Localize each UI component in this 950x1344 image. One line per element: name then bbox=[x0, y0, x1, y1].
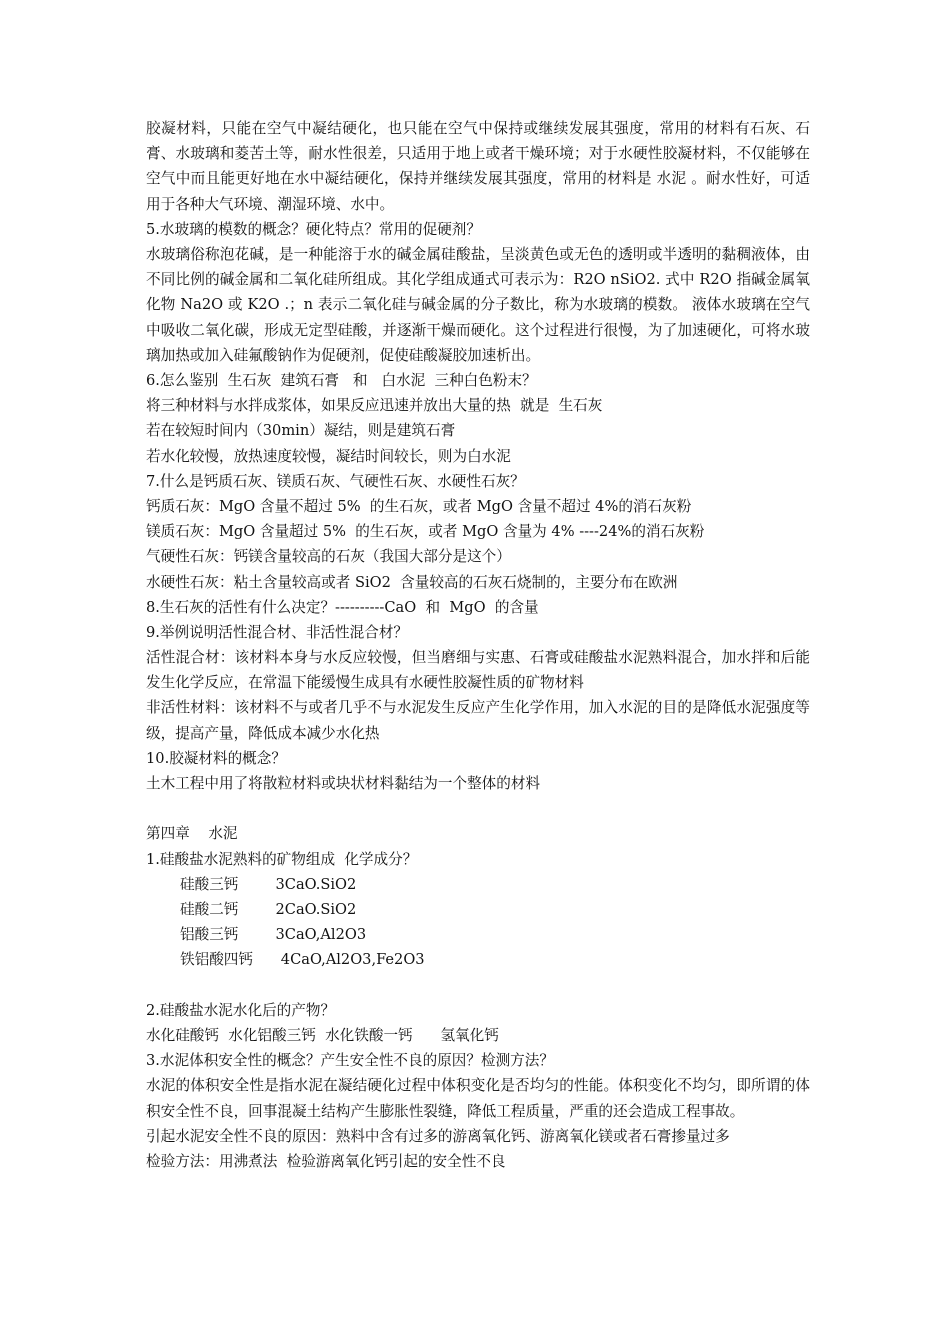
question-heading: 5.水玻璃的模数的概念？硬化特点？常用的促硬剂？ bbox=[146, 220, 481, 238]
text-paragraph: 非活性材料：该材料不与或者几乎不与水泥发生反应产生化学作用，加入水泥的目的是降低水泥强度等级，提高产量，降低成本减少水化热 bbox=[146, 699, 810, 742]
question-heading: 9.举例说明活性混合材、非活性混合材？ bbox=[146, 623, 409, 641]
text-line: 气硬性石灰：钙镁含量较高的石灰（我国大部分是这个） bbox=[146, 548, 511, 566]
text-line: 检验方法：用沸煮法 检验游离氧化钙引起的安全性不良 bbox=[146, 1152, 506, 1170]
text-line: 若在较短时间内（30min）凝结，则是建筑石膏 bbox=[146, 422, 456, 440]
blank-line bbox=[146, 973, 810, 998]
mineral-row: 铁铝酸四钙 4CaO,Al2O3,Fe2O3 bbox=[180, 951, 425, 969]
text-line: 水硬性石灰：粘土含量较高或者 SiO2 含量较高的石灰石烧制的，主要分布在欧洲 bbox=[146, 573, 678, 591]
document-page bbox=[146, 116, 810, 1174]
question-heading: 6.怎么鉴别 生石灰 建筑石膏 和 白水泥 三种白色粉末？ bbox=[146, 372, 537, 390]
question-heading: 7.什么是钙质石灰、镁质石灰、气硬性石灰、水硬性石灰？ bbox=[146, 472, 525, 490]
text-line: 土木工程中用了将散粒材料或块状材料黏结为一个整体的材料 bbox=[146, 775, 541, 793]
text-paragraph: 水玻璃俗称泡花碱，是一种能溶于水的碱金属硅酸盐，呈淡黄色或无色的透明或半透明的黏稠液体，由不同比例的碱金属和二氧化硅所组成。其化学组成通式可表示为：R2O nSiO2. 式中 R2O 指碱金属氧化物 Na2O 或 K2O .；n 表示二氧化硅与碱金属的分子数比，称为水玻璃的模数。 液体水玻璃在空气中吸收二氧化碳，形成无定型硅酸，并逐渐干燥而硬化。这个过程进行很慢，为了加速硬化，可将水玻璃加热或加入硅氟酸钠作为促硬剂，促使硅酸凝胶加速析出。 bbox=[146, 246, 810, 364]
text-line: 镁质石灰：MgO 含量超过 5% 的生石灰，或者 MgO 含量为 4% ----24%的消石灰粉 bbox=[146, 523, 705, 541]
text-line: 水化硅酸钙 水化铝酸三钙 水化铁酸一钙 氢氧化钙 bbox=[146, 1026, 499, 1044]
question-heading: 3.水泥体积安全性的概念？产生安全性不良的原因？检测方法？ bbox=[146, 1052, 554, 1070]
question-heading: 8.生石灰的活性有什么决定？----------CaO 和 MgO 的含量 bbox=[146, 598, 539, 616]
question-heading: 1.硅酸盐水泥熟料的矿物组成 化学成分？ bbox=[146, 850, 418, 868]
question-heading: 2.硅酸盐水泥水化后的产物？ bbox=[146, 1001, 336, 1019]
chapter-title: 第四章 水泥 bbox=[146, 825, 238, 843]
blank-line bbox=[146, 796, 810, 821]
text-paragraph: 胶凝材料，只能在空气中凝结硬化，也只能在空气中保持或继续发展其强度，常用的材料有石灰、石膏、水玻璃和菱苦土等，耐水性很差，只适用于地上或者干燥环境；对于水硬性胶凝材料，不仅能够在空气中而且能更好地在水中凝结硬化，保持并继续发展其强度，常用的材料是 水泥 。耐水性好，可适用于各种大气环境、潮湿环境、水中。 bbox=[146, 120, 810, 213]
mineral-row: 铝酸三钙 3CaO,Al2O3 bbox=[180, 926, 367, 944]
question-heading: 10.胶凝材料的概念？ bbox=[146, 749, 286, 767]
text-line: 钙质石灰：MgO 含量不超过 5% 的生石灰，或者 MgO 含量不超过 4%的消石灰粉 bbox=[146, 497, 692, 515]
text-paragraph: 水泥的体积安全性是指水泥在凝结硬化过程中体积变化是否均匀的性能。体积变化不均匀，即所谓的体积安全性不良，回事混凝土结构产生膨胀性裂缝，降低工程质量，严重的还会造成工程事故。 bbox=[146, 1077, 810, 1120]
mineral-row: 硅酸三钙 3CaO.SiO2 bbox=[180, 875, 357, 893]
text-line: 将三种材料与水拌成浆体，如果反应迅速并放出大量的热 就是 生石灰 bbox=[146, 397, 603, 415]
text-line: 若水化较慢，放热速度较慢，凝结时间较长，则为白水泥 bbox=[146, 447, 511, 465]
mineral-row: 硅酸二钙 2CaO.SiO2 bbox=[180, 901, 357, 919]
text-line: 引起水泥安全性不良的原因：熟料中含有过多的游离氧化钙、游离氧化镁或者石膏掺量过多 bbox=[146, 1127, 730, 1145]
text-paragraph: 活性混合材：该材料本身与水反应较慢，但当磨细与实惠、石膏或硅酸盐水泥熟料混合，加水拌和后能发生化学反应，在常温下能缓慢生成具有水硬性胶凝性质的矿物材料 bbox=[146, 649, 810, 692]
